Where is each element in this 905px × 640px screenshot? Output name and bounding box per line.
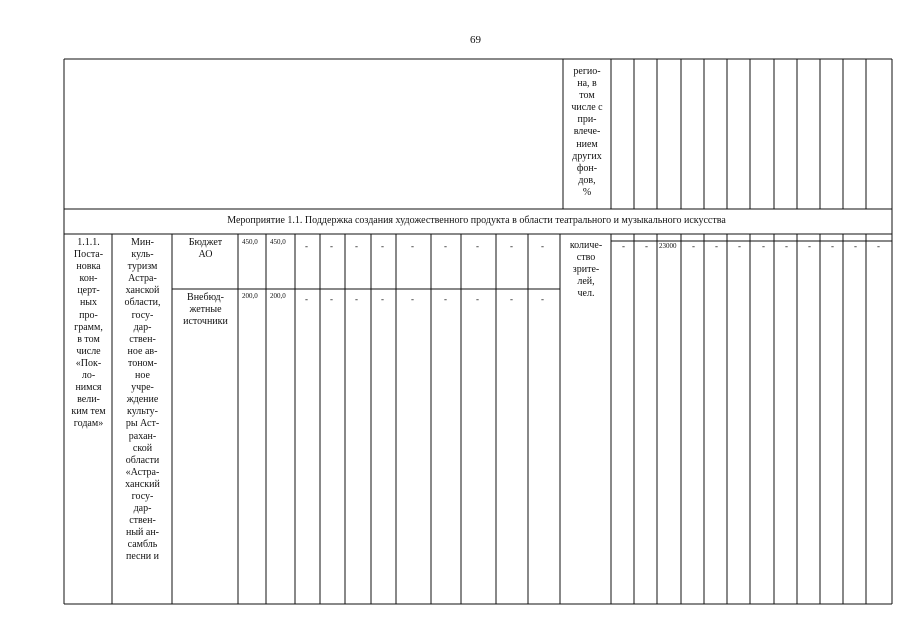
dash-cell: -: [355, 294, 358, 304]
dash-cell: -: [444, 294, 447, 304]
dash-cell: -: [444, 241, 447, 251]
dash-cell: -: [510, 241, 513, 251]
budget-total: 450,0: [242, 238, 258, 246]
row-executor: Мин- куль- туризм Астра- ханской области, госу- дар- ствен- ное ав- тоном- ное учре- ждение культу- ры Аст- рахан- ской области «Астра- ханский госу- дар- ствен- ный ан- самбль песни и: [124, 237, 161, 563]
dash-cell: -: [831, 241, 834, 251]
dash-cell: -: [854, 241, 857, 251]
dash-cell: -: [785, 241, 788, 251]
dash-cell: -: [738, 241, 741, 251]
row-number-name: 1.1.1. Поста- новка кон- церт- ных про- грамм, в том числе «Пок- ло- нимся вели- ким тем годам»: [71, 237, 106, 430]
dash-cell: -: [541, 294, 544, 304]
dash-cell: -: [330, 294, 333, 304]
indicator-value: 23000: [659, 242, 677, 250]
extrabudget-year1: 200,0: [270, 292, 286, 300]
funding-source-extrabudget: Внебюд- жетные источники: [183, 292, 228, 328]
extrabudget-total: 200,0: [242, 292, 258, 300]
dash-cell: -: [622, 241, 625, 251]
dash-cell: -: [762, 241, 765, 251]
budget-year1: 450,0: [270, 238, 286, 246]
dash-cell: -: [411, 294, 414, 304]
dash-cell: -: [510, 294, 513, 304]
dash-cell: -: [355, 241, 358, 251]
dash-cell: -: [692, 241, 695, 251]
dash-cell: -: [808, 241, 811, 251]
dash-cell: -: [411, 241, 414, 251]
funding-source-budget: Бюджет АО: [188, 237, 223, 261]
section-header: Мероприятие 1.1. Поддержка создания художественного продукта в области театрального и музыкального искусства: [227, 215, 726, 226]
top-indicator-label: регио- на, в том числе с при- влече- нием других фон- дов, %: [571, 66, 603, 198]
dash-cell: -: [305, 294, 308, 304]
dash-cell: -: [330, 241, 333, 251]
dash-cell: -: [381, 241, 384, 251]
dash-cell: -: [381, 294, 384, 304]
dash-cell: -: [877, 241, 880, 251]
dash-cell: -: [541, 241, 544, 251]
indicator-label: количе- ство зрите- лей, чел.: [569, 240, 603, 300]
page-number: 69: [470, 34, 481, 46]
dash-cell: -: [476, 294, 479, 304]
dash-cell: -: [715, 241, 718, 251]
dash-cell: -: [476, 241, 479, 251]
dash-cell: -: [305, 241, 308, 251]
dash-cell: -: [645, 241, 648, 251]
